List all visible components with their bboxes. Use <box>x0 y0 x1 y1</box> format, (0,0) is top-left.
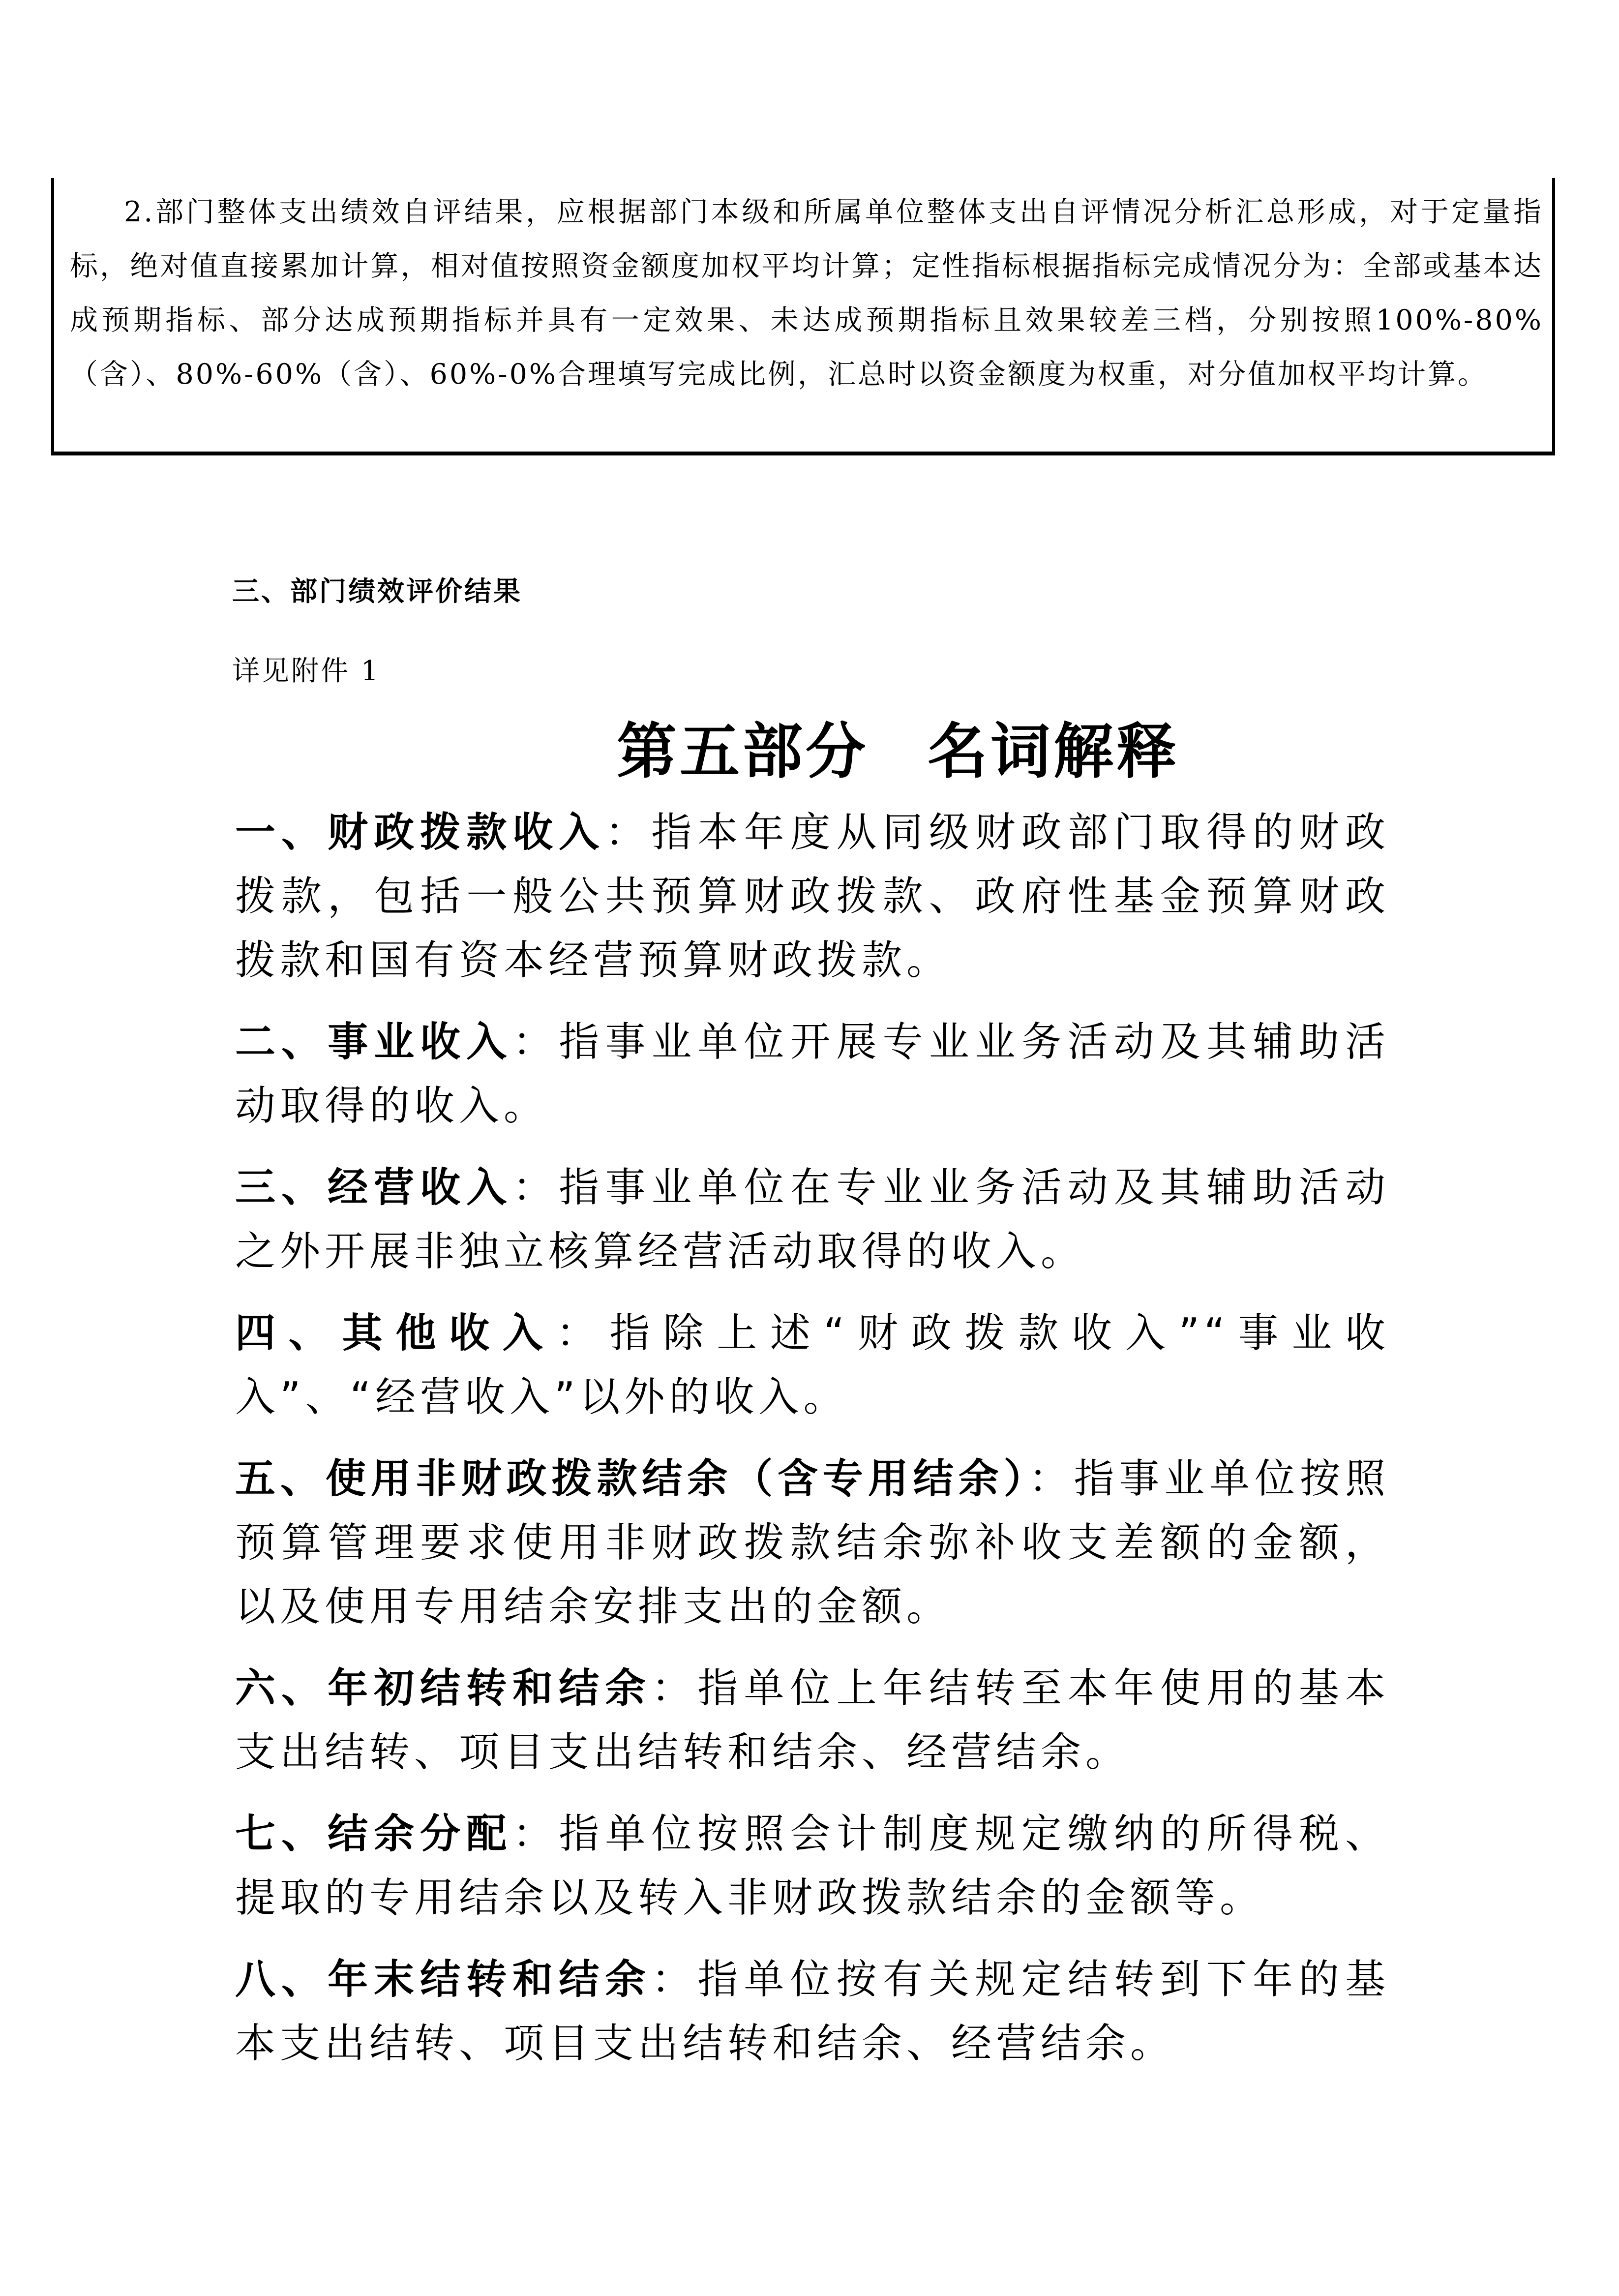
section-heading-performance-results: 三、部门绩效评价结果 <box>232 575 523 607</box>
see-attachment-text: 详见附件 1 <box>232 655 381 687</box>
definition-text: 指除上述“财政拨款收入”“事业收入”、“经营收入”以外的收入。 <box>235 1310 1390 1420</box>
notice-box-text: 2.部门整体支出绩效自评结果，应根据部门本级和所属单位整体支出自评情况分析汇总形成，对于定量指标，绝对值直接累加计算，相对值按照资金额度加权平均计算；定性指标根据指标完成情况分为：全部或基本达成预期指标、部分达成预期指标并具有一定效果、未达成预期指标且效果较差三档，分别按照100%-80%（含）、80%-60%（含）、60%-0%合理填写完成比例，汇总时以资金额度为权重，对分值加权平均计算。 <box>70 196 1543 391</box>
definition-text: 指本年度从同级财政部门取得的财政拨款，包括一般公共预算财政拨款、政府性基金预算财政拨款和国有资本经营预算财政拨款。 <box>235 809 1390 984</box>
definition-text: 指事业单位在专业业务活动及其辅助活动之外开展非独立核算经营活动取得的收入。 <box>235 1164 1390 1275</box>
definition-item <box>235 1156 1390 1284</box>
definition-term: 五、使用非财政拨款结余（含专用结余） <box>235 1455 1029 1502</box>
definition-item <box>235 1301 1390 1429</box>
definition-term: 三、经营收入 <box>235 1164 513 1211</box>
definition-separator: ： <box>1028 1455 1074 1502</box>
definition-text: 指事业单位按照预算管理要求使用非财政拨款结余弥补收支差额的金额，以及使用专用结余安排支出的金额。 <box>235 1455 1390 1630</box>
definition-item <box>235 1447 1390 1639</box>
definition-term: 二、事业收入 <box>235 1019 513 1065</box>
definition-term: 一、财政拨款收入 <box>235 809 605 856</box>
part-title-number: 第五部分 <box>617 717 869 786</box>
definition-text: 指事业单位开展专业业务活动及其辅助活动取得的收入。 <box>235 1019 1390 1129</box>
definition-item <box>235 1802 1390 1930</box>
definition-item <box>235 801 1390 993</box>
definition-separator: ： <box>512 1811 559 1857</box>
definition-term: 六、年初结转和结余 <box>235 1665 652 1712</box>
definition-separator: ： <box>605 809 652 856</box>
part-title <box>0 703 1619 789</box>
definition-text: 指单位上年结转至本年使用的基本支出结转、项目支出结转和结余、经营结余。 <box>235 1665 1390 1776</box>
definition-item <box>235 1657 1390 1784</box>
definition-separator: ： <box>651 1665 698 1712</box>
definition-separator: ： <box>512 1164 559 1211</box>
definition-text: 指单位按有关规定结转到下年的基本支出结转、项目支出结转和结余、经营结余。 <box>235 1956 1390 2067</box>
definitions-list <box>235 801 1390 2093</box>
definition-separator: ： <box>556 1310 610 1357</box>
definition-term: 八、年末结转和结余 <box>235 1956 652 2003</box>
definition-item <box>235 1010 1390 1138</box>
part-title-name: 名词解释 <box>928 717 1179 786</box>
definition-separator: ： <box>512 1019 559 1065</box>
definition-term: 四、其他收入 <box>235 1310 556 1357</box>
definition-item <box>235 1948 1390 2076</box>
definition-term: 七、结余分配 <box>235 1811 513 1857</box>
definition-separator: ： <box>651 1956 698 2003</box>
definition-text: 指单位按照会计制度规定缴纳的所得税、提取的专用结余以及转入非财政拨款结余的金额等。 <box>235 1811 1390 1921</box>
